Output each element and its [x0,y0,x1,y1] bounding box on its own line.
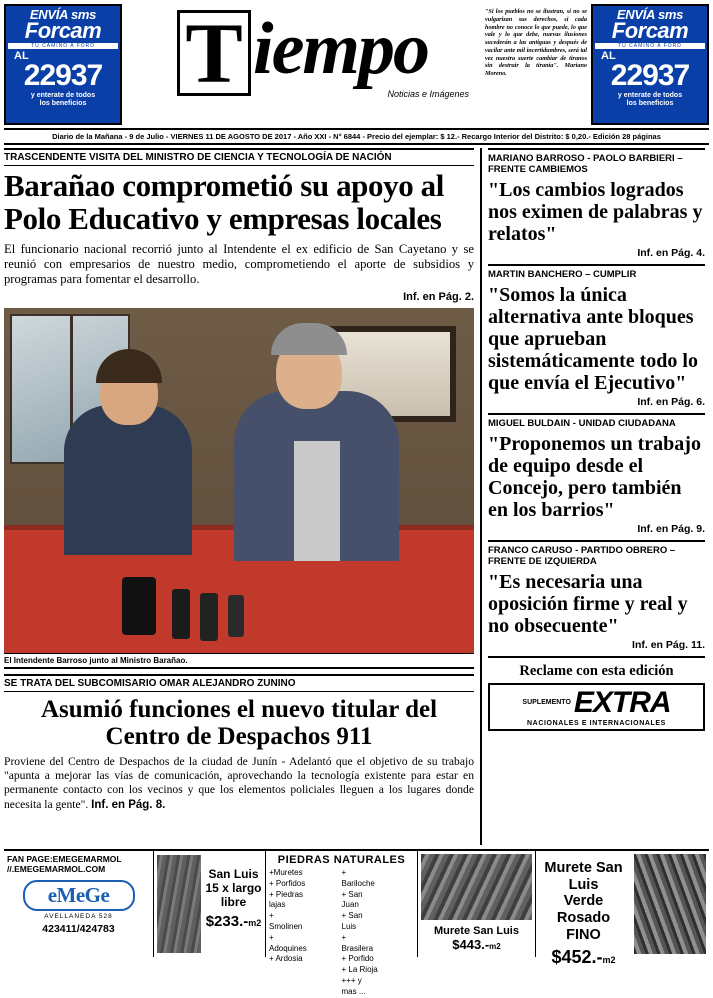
list-item: + Smolinen [269,911,303,931]
murete-price-value: $443.- [452,937,490,953]
sidebar-item-ref: Inf. en Pág. 4. [637,246,705,259]
san-luis-price [205,913,262,930]
verde-text [539,854,628,968]
murete-sample-image [421,854,532,920]
list-item: + Piedras lajas [269,889,304,910]
photo-person-left-body [64,405,192,555]
stone-sample-image [157,855,201,953]
list-item: + Porfidos [269,878,306,888]
main-headline: Barañao comprometió su apoyo al Polo Educativo y empresas locales [4,168,444,236]
sidebar-item-name: MIGUEL BULDAIN - UNIDAD CIUDADANA [488,417,676,429]
supplement-subtitle: NACIONALES E INTERNACIONALES [527,719,666,727]
list-item: + Adoquines [269,932,307,953]
ad-right-al: AL [601,49,616,62]
sidebar-item-banchero[interactable] [488,266,705,415]
ad-left-al: AL [14,49,29,62]
masthead [4,0,709,125]
list-item: + Ardosia [269,954,303,964]
main-lede: El funcionario nacional recorrió junto al Intendente el ex edificio de San Cayetano y se reunió con empresarios de nuestro medio, comprometiendo el aporte de subsidios y programas para fomentar el desarrollo. [4,241,474,287]
sidebar-item-quote: "Proponemos un trabajo de equipo desde el Concejo, pero también en los barrios" [488,432,701,521]
murete-price [418,938,535,953]
photo-person-right-sweater [294,441,340,561]
fan-page-line-2: //.EMEGEMARMOL.COM [7,864,106,874]
list-item: + Bariloche [341,868,375,888]
main-photo-caption: El Intendente Barroso junto al Ministro Barañao. [4,653,474,669]
photo-recorder-1 [172,589,190,639]
photo-person-right-head [276,335,342,409]
photo-mobile-phone [122,577,156,635]
logo-letter-t: T [177,10,251,96]
sidebar-item-buldain[interactable] [488,415,705,542]
logo-tagline: Noticias e Imágenes [387,89,469,99]
murete-caption [418,925,535,953]
sidebar-item-ref: Inf. en Pág. 11. [632,638,705,651]
verde-line-2: Verde Rosado [556,893,611,927]
list-item: + San Juan [341,889,363,910]
verde-price [539,947,628,968]
ad-right-number: 22937 [610,58,690,92]
secondary-kicker: SE TRATA DEL SUBCOMISARIO OMAR ALEJANDRO ZUNINO [4,674,474,692]
ad-piedras-naturales[interactable] [266,851,418,996]
content-columns [4,148,709,845]
murete-title: Murete San Luis [434,925,519,938]
logo-wordmark: iempo [253,8,428,90]
ad-left-subtitle: TU CAMINO A FORD [8,43,118,49]
emege-logo: eMeGe [23,880,135,911]
sidebar-item-caruso[interactable] [488,542,705,658]
moreno-quote: "Si los pueblos no se ilustran, si no se vulgarizan sus derechos, si cada hombre no conoce lo que puede, lo que vale y lo que debe, nuevas ilusiones sucederán a las antiguas y después de vacilar ante mil incertidumbres, será tal vez nuestra suerte cambiar de tiranos sin destruir la tiranía". Mariano Moreno. [485,8,587,77]
secondary-body [4,755,474,812]
secondary-headline: Asumió funciones el nuevo titular del Centro de Despachos 911 [40,695,438,750]
verde-line-3: FINO [566,926,601,943]
photo-recorder-2 [200,593,218,641]
sidebar-item-quote: "Somos la única alternativa ante bloques que aprueban sistemáticamente todo lo que envía el Ejecutivo" [488,283,698,394]
san-luis-price-value: $233.- [205,913,249,931]
main-column [4,148,482,845]
verde-line-1: Murete San Luis [544,860,623,893]
list-item: +++ y mas ... [341,975,366,996]
sidebar-item-quote: "Es necesaria una oposición firme y real y no obsecuente" [488,570,688,637]
secondary-page-ref: Inf. en Pág. 8. [91,798,166,811]
ad-right-brand: Forcam [611,18,689,43]
supplement-title: EXTRA [573,685,671,719]
sidebar-item-name: FRANCO CARUSO - PARTIDO OBRERO – FRENTE DE IZQUIERDA [488,544,676,567]
ad-left-brand: Forcam [24,18,102,43]
sidebar-item-barroso-barbieri[interactable] [488,148,705,266]
sidebar-column [482,148,705,845]
piedras-list-right [342,868,415,998]
emege-address: AVELLANEDA 528 [44,913,113,920]
verde-price-unit: m2 [602,955,616,966]
sidebar-item-ref: Inf. en Pág. 6. [637,395,705,408]
photo-person-left-head [100,359,158,425]
sidebar-item-name: MARTIN BANCHERO – CUMPLIR [488,268,637,280]
supplement-extra-box[interactable] [488,683,705,731]
photo-recorder-3 [228,595,244,637]
sidebar-item-name: MARIANO BARROSO - PAOLO BARBIERI – FRENTE CAMBIEMOS [488,153,683,175]
fan-page-line-1: FAN PAGE:EMEGEMARMOL [7,854,122,864]
emege-phone: 423411/424783 [42,923,115,935]
edition-info-bar: Diario de la Mañana - 9 de Julio - VIERNES 11 DE AGOSTO DE 2017 - Año XXI - N° 6844 - Precio del ejemplar: $ 12.- Recargo Interior del Distrito: $ 0,20.- Edición 28 páginas [4,128,709,145]
supplement-label: SUPLEMENTO [522,699,571,707]
piedras-lists [269,868,414,998]
list-item: + Brasilera [341,932,374,953]
ad-murete-verde-rosado[interactable] [536,851,709,968]
san-luis-size: 15 x largo libre [205,880,262,909]
reclame-title: Reclame con esta edición [519,662,674,679]
ad-emege-marmol[interactable] [4,851,154,957]
list-item: +Muretes [269,868,303,877]
sidebar-item-ref: Inf. en Pág. 9. [637,522,705,535]
murete-price-unit: m2 [489,942,501,952]
verde-price-value: $452.- [551,947,603,968]
ad-forcam-left[interactable] [4,4,122,125]
sidebar-item-quote: "Los cambios logrados nos eximen de palabras y relatos" [488,178,703,245]
list-item: + La Rioja [341,965,378,975]
ad-forcam-right[interactable] [591,4,709,125]
ad-left-envia: ENVÍA sms [29,7,97,22]
secondary-body-text: Proviene del Centro de Despachos de la ciudad de Junín - Adelantó que el objetivo de su trabajo "apunta a mejorar las vías de comunicación, aprovechando la tecnología existente para estar en permanente contacto con los vecinos y que los elementos policiales lleguen a los lugares donde necesita la gente". [4,754,474,811]
main-page-ref: Inf. en Pág. 2. [403,290,474,303]
main-kicker: TRASCENDENTE VISITA DEL MINISTRO DE CIENCIA Y TECNOLOGÍA DE NACIÓN [4,148,474,166]
ad-right-envia: ENVÍA sms [616,7,684,22]
supplement-row [494,685,699,719]
ad-right-subtitle: TU CAMINO A FORD [595,43,705,49]
list-item: + San Luis [341,911,363,931]
piedras-list-left [269,868,342,998]
san-luis-title: San Luis [208,867,259,881]
verde-sample-image [634,854,706,954]
ad-murete-san-luis[interactable] [418,851,536,957]
ad-left-footer: y enterate de todos los beneficios [30,91,96,107]
list-item: + Porfido [341,954,374,964]
ad-left-number: 22937 [23,58,103,92]
ad-right-footer: y enterate de todos los beneficios [617,91,683,107]
bottom-ad-strip [4,849,709,996]
ad-san-luis[interactable] [154,851,266,957]
piedras-title: PIEDRAS NATURALES [277,854,406,866]
san-luis-price-unit: m2 [248,918,262,929]
main-photo [4,308,474,653]
newspaper-logo [122,4,483,125]
san-luis-text [205,854,262,931]
